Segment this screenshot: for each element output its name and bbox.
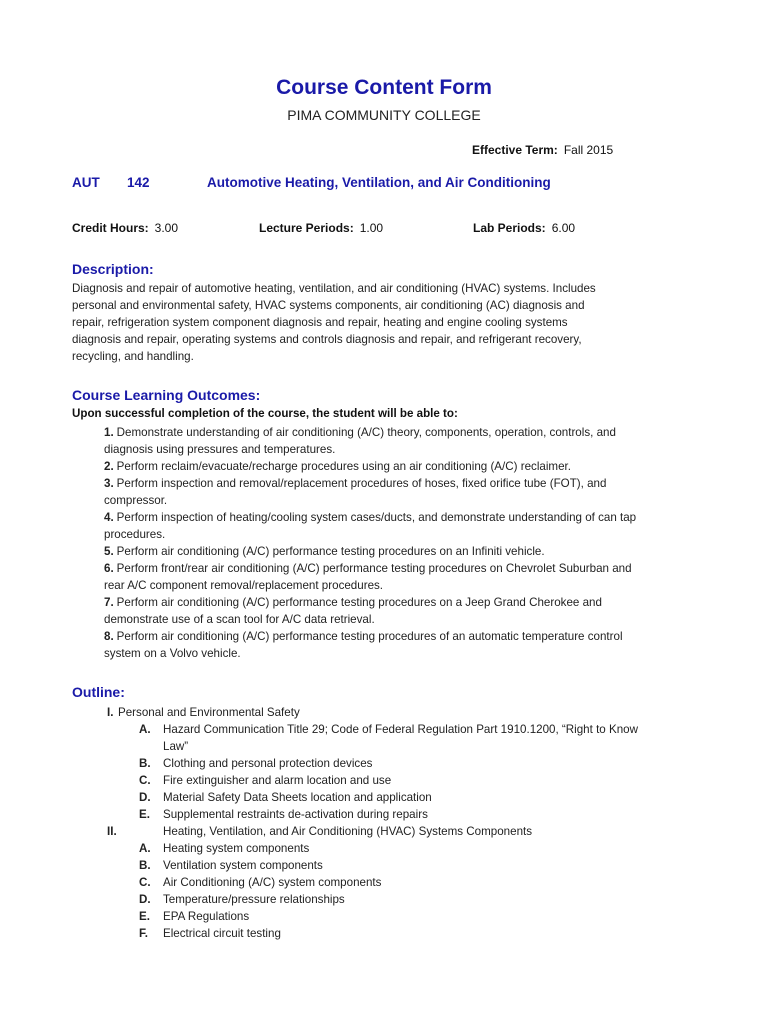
outline-section-title: Personal and Environmental Safety bbox=[118, 706, 300, 719]
outline-roman-numeral: I. bbox=[107, 706, 114, 719]
outcomes-list bbox=[104, 424, 684, 662]
effective-term-label: Effective Term: bbox=[472, 143, 558, 157]
credit-hours-label: Credit Hours: bbox=[72, 221, 149, 235]
outline-item-text: Fire extinguisher and alarm location and use bbox=[163, 774, 392, 787]
outline-item-text: Temperature/pressure relationships bbox=[163, 893, 345, 906]
lab-periods-value: 6.00 bbox=[551, 221, 576, 235]
outcome-text: diagnosis using pressures and temperatures. bbox=[104, 443, 336, 456]
outcome-text: procedures. bbox=[104, 528, 166, 541]
outcome-number: 2. bbox=[104, 460, 114, 473]
outline-item-letter: E. bbox=[139, 808, 150, 821]
lab-periods bbox=[473, 221, 575, 235]
course-prefix: AUT bbox=[72, 175, 100, 190]
lecture-periods bbox=[259, 221, 383, 235]
description-line: personal and environmental safety, HVAC systems components, air conditioning (AC) diagnosis and bbox=[72, 299, 585, 312]
outline-item-letter: E. bbox=[139, 910, 150, 923]
outline-item-text: Hazard Communication Title 29; Code of Federal Regulation Part 1910.1200, “Right to Know bbox=[163, 723, 638, 736]
outline-item-letter: D. bbox=[139, 893, 151, 906]
effective-term bbox=[472, 143, 613, 157]
description-text bbox=[72, 280, 662, 365]
outcome-number: 6. bbox=[104, 562, 114, 575]
description-line: repair, refrigeration system component diagnosis and repair, heating and engine cooling systems bbox=[72, 316, 568, 329]
outcomes-heading: Course Learning Outcomes: bbox=[72, 387, 261, 403]
outline-item-text: Clothing and personal protection devices bbox=[163, 757, 373, 770]
outcome-text: Perform air conditioning (A/C) performance testing procedures of an automatic temperature control bbox=[116, 630, 623, 643]
outline-item-text: Air Conditioning (A/C) system components bbox=[163, 876, 382, 889]
page-title: Course Content Form bbox=[276, 76, 492, 99]
outcome-item bbox=[104, 509, 684, 543]
outcome-text: rear A/C component removal/replacement procedures. bbox=[104, 579, 384, 592]
outcome-text: demonstrate use of a scan tool for A/C data retrieval. bbox=[104, 613, 375, 626]
lecture-periods-value: 1.00 bbox=[359, 221, 384, 235]
outline-item-letter: B. bbox=[139, 757, 151, 770]
outline-section-title: Heating, Ventilation, and Air Conditioning (HVAC) Systems Components bbox=[163, 825, 533, 838]
course-name: Automotive Heating, Ventilation, and Air Conditioning bbox=[207, 175, 551, 190]
outcome-text: Perform reclaim/evacuate/recharge procedures using an air conditioning (A/C) reclaimer. bbox=[116, 460, 571, 473]
outcome-text: Perform front/rear air conditioning (A/C) performance testing procedures on Chevrolet Suburban and bbox=[116, 562, 632, 575]
outcome-text: Perform inspection of heating/cooling system cases/ducts, and demonstrate understanding of can tap bbox=[116, 511, 637, 524]
course-number: 142 bbox=[127, 175, 150, 190]
outcome-text: system on a Volvo vehicle. bbox=[104, 647, 241, 660]
college-name: PIMA COMMUNITY COLLEGE bbox=[287, 107, 481, 123]
outcomes-intro: Upon successful completion of the course, the student will be able to: bbox=[72, 407, 458, 420]
outline-item-letter: C. bbox=[139, 876, 151, 889]
outcome-number: 7. bbox=[104, 596, 114, 609]
description-line: Diagnosis and repair of automotive heating, ventilation, and air conditioning (HVAC) systems. Includes bbox=[72, 282, 596, 295]
credit-hours bbox=[72, 221, 178, 235]
outline-item-letter: D. bbox=[139, 791, 151, 804]
outline-item-letter: C. bbox=[139, 774, 151, 787]
outline-item-text: Electrical circuit testing bbox=[163, 927, 281, 940]
outline-item-text: Supplemental restraints de-activation during repairs bbox=[163, 808, 428, 821]
outcome-number: 5. bbox=[104, 545, 114, 558]
outcome-text: compressor. bbox=[104, 494, 168, 507]
outcome-text: Perform air conditioning (A/C) performance testing procedures on an Infiniti vehicle. bbox=[116, 545, 545, 558]
description-line: diagnosis and repair, operating systems and controls diagnosis and repair, and refrigerant recovery, bbox=[72, 333, 582, 346]
outcome-item bbox=[104, 594, 684, 628]
outcome-number: 1. bbox=[104, 426, 114, 439]
outline-item-text: Heating system components bbox=[163, 842, 310, 855]
description-line: recycling, and handling. bbox=[72, 350, 194, 363]
outcome-number: 3. bbox=[104, 477, 114, 490]
outline-item-letter: B. bbox=[139, 859, 151, 872]
lab-periods-label: Lab Periods: bbox=[473, 221, 546, 235]
outline-item-text: Material Safety Data Sheets location and application bbox=[163, 791, 432, 804]
outline-item-text: Ventilation system components bbox=[163, 859, 323, 872]
outline-roman-numeral: II. bbox=[107, 825, 117, 838]
description-heading: Description: bbox=[72, 261, 154, 277]
outcome-item bbox=[104, 543, 684, 560]
outline-item-letter: A. bbox=[139, 842, 151, 855]
outcome-item bbox=[104, 560, 684, 594]
outcome-text: Perform air conditioning (A/C) performance testing procedures on a Jeep Grand Cherokee and bbox=[116, 596, 602, 609]
outcome-item bbox=[104, 424, 684, 458]
outcome-text: Perform inspection and removal/replacement procedures of hoses, fixed orifice tube (FOT), and bbox=[116, 477, 607, 490]
outline-item-text: Law” bbox=[163, 740, 189, 753]
outline-item-letter: F. bbox=[139, 927, 149, 940]
outline-item-text: EPA Regulations bbox=[163, 910, 250, 923]
outcome-number: 8. bbox=[104, 630, 114, 643]
credit-hours-value: 3.00 bbox=[154, 221, 179, 235]
lecture-periods-label: Lecture Periods: bbox=[259, 221, 354, 235]
outcome-item bbox=[104, 458, 684, 475]
outcome-item bbox=[104, 628, 684, 662]
outcome-text: Demonstrate understanding of air conditioning (A/C) theory, components, operation, controls, and bbox=[116, 426, 616, 439]
outcome-number: 4. bbox=[104, 511, 114, 524]
outline-item-letter: A. bbox=[139, 723, 151, 736]
outcome-item bbox=[104, 475, 684, 509]
effective-term-value: Fall 2015 bbox=[563, 143, 614, 157]
outline-heading: Outline: bbox=[72, 684, 125, 700]
